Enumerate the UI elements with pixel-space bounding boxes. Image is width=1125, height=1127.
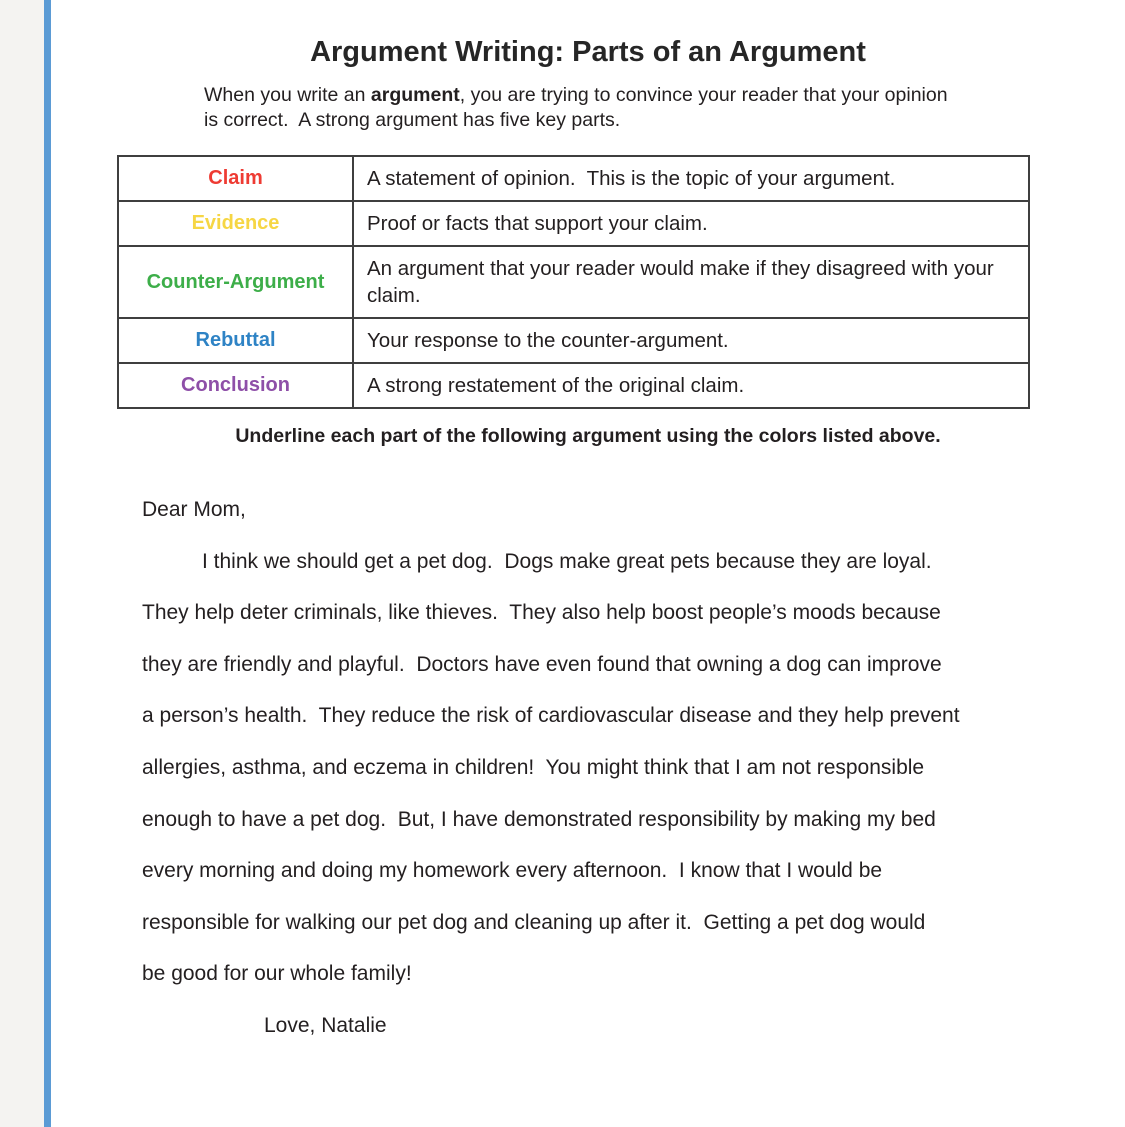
intro-paragraph	[204, 83, 956, 133]
page-margin-strip	[0, 0, 44, 1127]
letter-line: enough to have a pet dog. But, I have demonstrated responsibility by making my bed	[142, 807, 936, 831]
table-row-evidence	[118, 201, 1029, 246]
page-title: Argument Writing: Parts of an Argument	[310, 36, 866, 68]
evidence-definition: Proof or facts that support your claim.	[353, 201, 1029, 246]
letter-salutation: Dear Mom,	[142, 498, 246, 521]
left-margin-line	[44, 0, 51, 1127]
table-row-rebuttal	[118, 318, 1029, 363]
rebuttal-definition: Your response to the counter-argument.	[353, 318, 1029, 363]
rebuttal-label: Rebuttal	[118, 318, 353, 363]
conclusion-label: Conclusion	[118, 363, 353, 408]
letter-line: they are friendly and playful. Doctors have even found that owning a dog can improve	[142, 652, 942, 676]
letter-line: be good for our whole family!	[142, 962, 412, 986]
counter-argument-label: Counter-Argument	[118, 246, 353, 318]
claim-definition: A statement of opinion. This is the topic of your argument.	[353, 156, 1029, 201]
worksheet-content	[51, 0, 1125, 1127]
table-row-counter-argument	[118, 246, 1029, 318]
letter-line: allergies, asthma, and eczema in children! You might think that I am not responsible	[142, 755, 925, 779]
counter-argument-definition: An argument that your reader would make if they disagreed with your claim.	[353, 246, 1029, 318]
conclusion-definition: A strong restatement of the original claim.	[353, 363, 1029, 408]
intro-text-1: When you write an	[204, 84, 371, 106]
table-row-claim	[118, 156, 1029, 201]
underline-instruction: Underline each part of the following argument using the colors listed above.	[235, 425, 941, 447]
claim-label: Claim	[118, 156, 353, 201]
sample-argument-letter	[142, 484, 1022, 1052]
letter-closing: Love, Natalie	[264, 1013, 387, 1037]
letter-line: every morning and doing my homework every afternoon. I know that I would be	[142, 859, 883, 883]
intro-bold-word: argument	[370, 84, 460, 106]
letter-line: They help deter criminals, like thieves. They also help boost people’s moods because	[142, 601, 941, 625]
letter-line: a person’s health. They reduce the risk of cardiovascular disease and they help prevent	[142, 704, 960, 728]
intro-text-2: , you are trying to convince your reader that your opinion is correct. A strong argument has five key parts.	[204, 84, 953, 131]
letter-line: I think we should get a pet dog. Dogs make great pets because they are loyal.	[202, 549, 932, 573]
table-row-conclusion	[118, 363, 1029, 408]
evidence-label: Evidence	[118, 201, 353, 246]
argument-parts-table	[117, 155, 1030, 409]
letter-line: responsible for walking our pet dog and cleaning up after it. Getting a pet dog would	[142, 910, 926, 934]
